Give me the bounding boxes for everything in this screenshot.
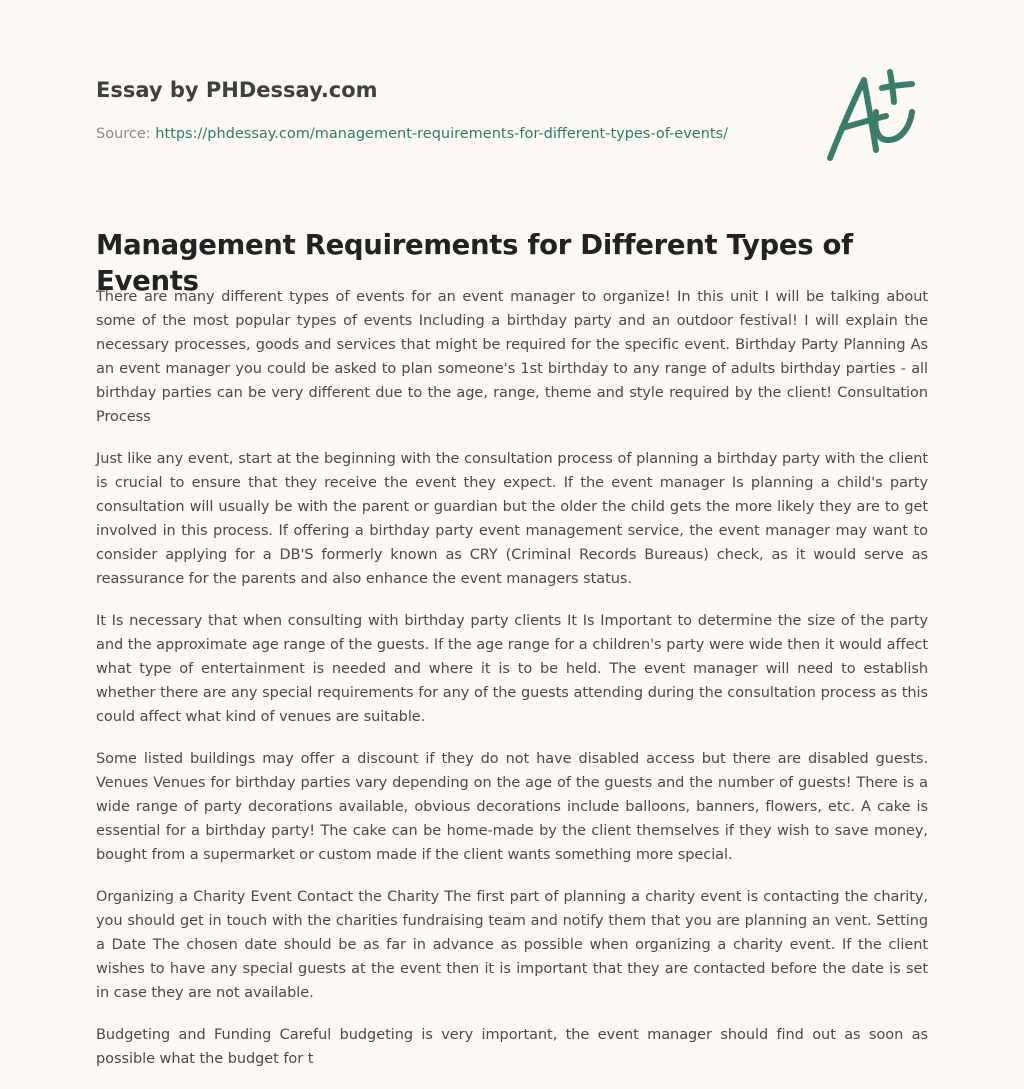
essay-body [96, 285, 928, 1089]
essay-paragraph: Some listed buildings may offer a discount if they do not have disabled access but there are disabled guests. Venues Venues for birthday parties vary depending on the age of the guests and the number of guests! There is a wide range of party decorations available, obvious decorations include balloons, banners, flowers, etc. A cake is essential for a birthday party! The cake can be home-made by the client themselves if they wish to save money, bought from a supermarket or custom made if the client wants something more special. [96, 751, 928, 863]
essay-paragraph: There are many different types of events for an event manager to organize! In this unit I will be talking about some of the most popular types of events Including a birthday party and an outdoor festival! I will explain the necessary processes, goods and services that might be required for the specific event. Birthday Party Planning As an event manager you could be asked to plan someone's 1st birthday to any range of adults birthday parties - all birthday parties can be very different due to the age, range, theme and style required by the client! Consultation Process [96, 289, 928, 425]
essay-paragraph: It Is necessary that when consulting with birthday party clients It Is Important to determine the size of the party and the approximate age range of the guests. If the age range for a children's party were wide then it would affect what type of entertainment is needed and where it is to be held. The event manager will need to establish whether there are any special requirements for any of the guests attending during the consultation process as this could affect what kind of venues are suitable. [96, 613, 928, 725]
site-title: Essay by PHDessay.com [96, 78, 378, 102]
source-label: Source: [96, 126, 151, 142]
essay-title: Management Requirements for Different Types of Events [96, 229, 853, 297]
source-link[interactable]: https://phdessay.com/management-requirements-for-different-types-of-events/ [155, 126, 729, 142]
essay-paragraph: Organizing a Charity Event Contact the Charity The first part of planning a charity event is contacting the charity, you should get in touch with the charities fundraising team and notify them that you are planning an vent. Setting a Date The chosen date should be as far in advance as possible when organizing a charity event. If the client wishes to have any special guests at the event then it is important that they are contacted before the date is set in case they are not available. [96, 889, 928, 1001]
source-line [96, 124, 796, 144]
essay-paragraph: Just like any event, start at the beginning with the consultation process of planning a birthday party with the client is crucial to ensure that they receive the event they expect. If the event manager Is planning a child's party consultation will usually be with the parent or guardian but the older the child gets the more likely they are to get involved in this process. If offering a birthday party event management service, the event manager may want to consider applying for a DB'S formerly known as CRY (Criminal Records Bureaus) check, as it would serve as reassurance for the parents and also enhance the event managers status. [96, 451, 928, 587]
a-plus-logo-icon [820, 66, 930, 166]
essay-paragraph: Budgeting and Funding Careful budgeting is very important, the event manager should find out as soon as possible what the budget for t [96, 1027, 928, 1067]
page-header [96, 76, 796, 144]
